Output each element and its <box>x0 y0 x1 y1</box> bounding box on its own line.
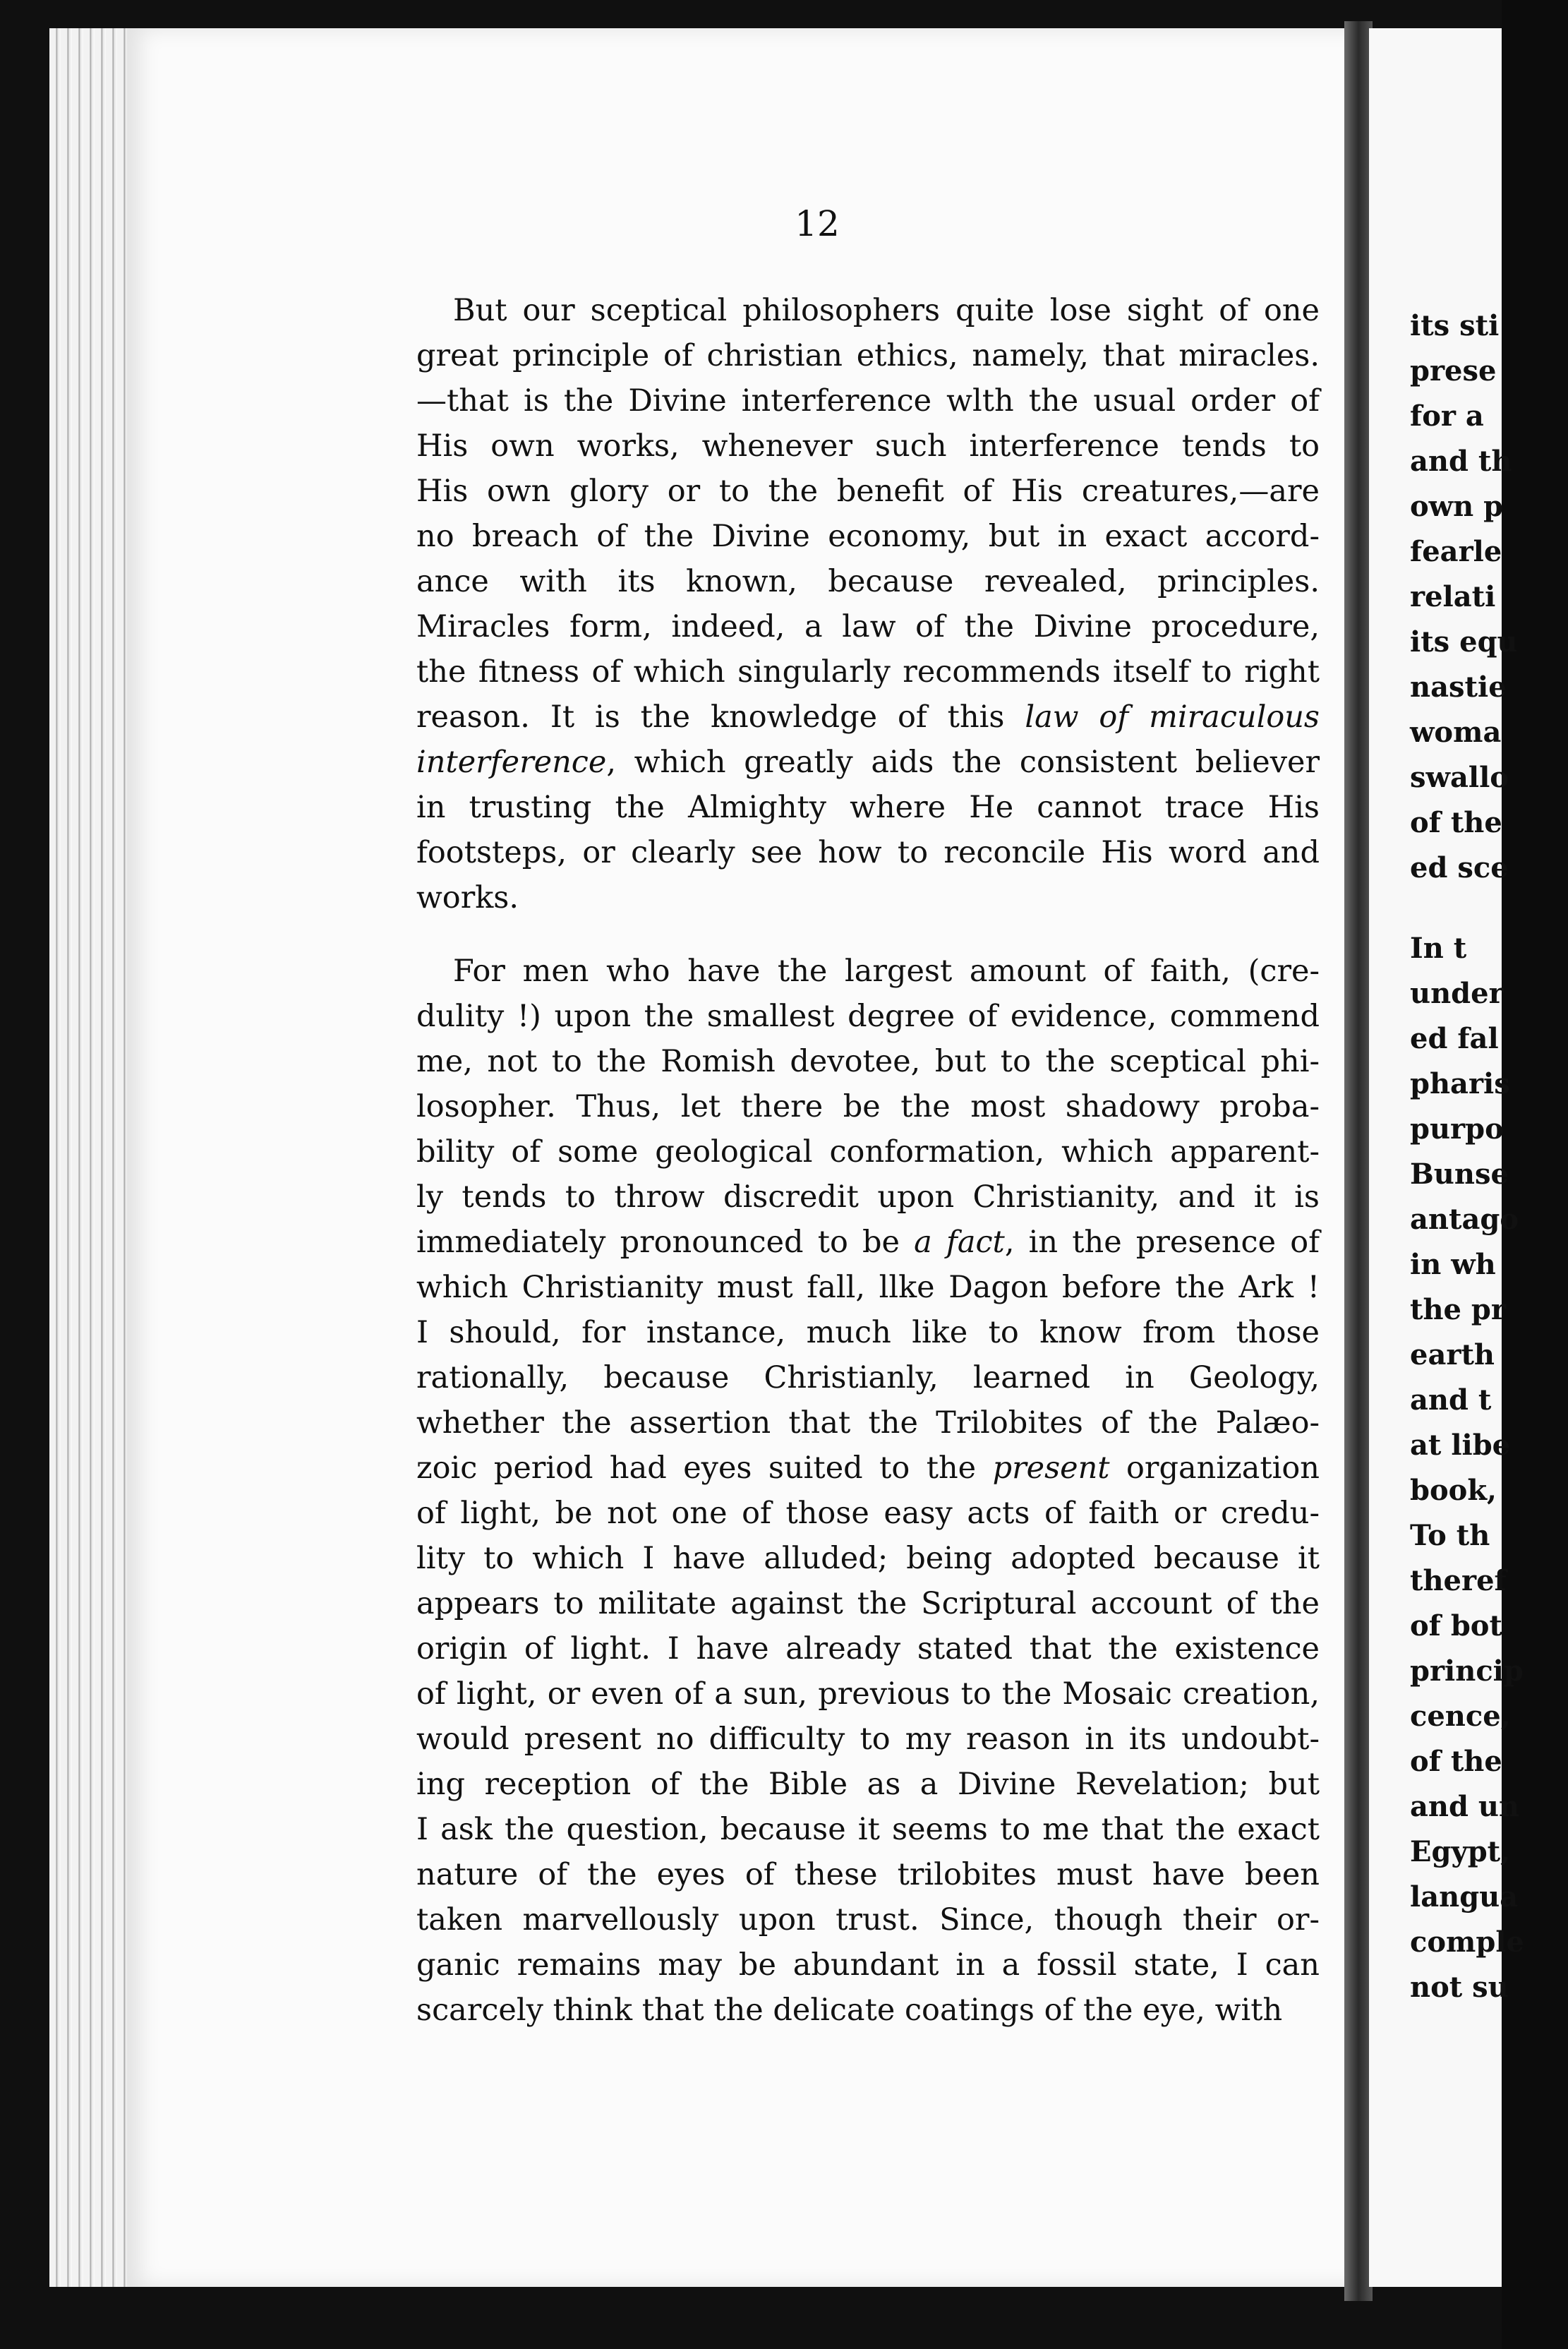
facing-page-line: and un <box>1410 1790 1520 1823</box>
text-line <box>416 875 1320 920</box>
text-line <box>416 649 1320 695</box>
text-line <box>416 1039 1320 1084</box>
facing-page-line: ed fal <box>1410 1022 1499 1055</box>
text-line <box>416 1220 1320 1265</box>
facing-page-line: at libe <box>1410 1429 1511 1462</box>
facing-page-line: Bunse <box>1410 1158 1509 1191</box>
facing-page-line: cence, <box>1410 1700 1511 1733</box>
text-segment: His own works, whenever such interference tends to <box>416 428 1320 464</box>
text-line <box>416 1852 1320 1897</box>
facing-page-line: antago <box>1410 1203 1519 1236</box>
text-line <box>416 1536 1320 1581</box>
text-segment: origin of light. I have already stated that the existence <box>416 1631 1320 1666</box>
text-segment: I ask the question, because it seems to me that the exact <box>416 1812 1320 1847</box>
text-line <box>416 1265 1320 1310</box>
text-line <box>416 1942 1320 1988</box>
facing-page-line: own p <box>1410 490 1504 523</box>
text-line <box>416 1717 1320 1762</box>
page-gutter <box>1344 21 1373 2301</box>
facing-page-line: theref <box>1410 1564 1507 1597</box>
text-line <box>416 1084 1320 1129</box>
facing-page-line: under <box>1410 977 1504 1010</box>
facing-page-line: of the <box>1410 1745 1502 1778</box>
italic-text: interference <box>416 745 607 780</box>
facing-page-line: To th <box>1410 1519 1490 1552</box>
text-segment: organization <box>1109 1450 1320 1486</box>
text-line <box>416 1400 1320 1446</box>
text-segment: dulity !) upon the smallest degree of evidence, commend <box>416 999 1320 1034</box>
text-segment: But our sceptical philosophers quite lose sight of one <box>453 293 1320 328</box>
facing-page-line: fearle <box>1410 535 1502 568</box>
text-segment: I should, for instance, much like to know from those <box>416 1315 1320 1350</box>
text-line <box>416 288 1320 333</box>
body-text <box>416 288 1320 2033</box>
facing-page-line: swallo <box>1410 761 1509 794</box>
facing-page-line: not su <box>1410 1971 1509 2004</box>
facing-page-line: pharis <box>1410 1067 1510 1100</box>
facing-page-line: book, <box>1410 1474 1497 1507</box>
paragraph <box>416 949 1320 2033</box>
text-segment: immediately pronounced to be <box>416 1225 915 1260</box>
text-segment: scarcely think that the delicate coatings of the eye, with <box>416 1993 1283 2028</box>
text-segment: , which greatly aids the consistent believer <box>606 745 1320 780</box>
facing-page-line: In t <box>1410 932 1467 965</box>
paragraph <box>416 288 1320 920</box>
facing-page-line: relati <box>1410 580 1496 613</box>
facing-page-line: comple <box>1410 1926 1524 1959</box>
text-line <box>416 949 1320 994</box>
text-segment: ance with its known, because revealed, principles. <box>416 564 1320 599</box>
text-line <box>416 1581 1320 1626</box>
text-segment: no breach of the Divine economy, but in exact accord- <box>416 519 1320 554</box>
text-segment: , in the presence of <box>1004 1225 1320 1260</box>
text-line <box>416 514 1320 559</box>
text-segment: ly tends to throw discredit upon Christianity, and it is <box>416 1179 1320 1215</box>
text-line <box>416 604 1320 649</box>
text-line <box>416 994 1320 1039</box>
text-segment: lity to which I have alluded; being adopted because it <box>416 1541 1320 1576</box>
text-line <box>416 333 1320 378</box>
text-segment: of light, or even of a sun, previous to the Mosaic creation, <box>416 1676 1320 1712</box>
text-line <box>416 1807 1320 1852</box>
text-line <box>416 1174 1320 1220</box>
page-number: 12 <box>795 203 840 244</box>
facing-page-line: nastie <box>1410 671 1507 704</box>
text-segment: rationally, because Christianly, learned in Geology, <box>416 1360 1320 1395</box>
text-segment: whether the assertion that the Trilobites of the Palæo- <box>416 1405 1320 1441</box>
facing-page-line: langua <box>1410 1880 1519 1914</box>
text-segment: nature of the eyes of these trilobites must have been <box>416 1857 1320 1892</box>
facing-page-line: woma <box>1410 716 1502 749</box>
italic-text: law of miraculous <box>1025 699 1320 735</box>
italic-text: present <box>992 1450 1110 1486</box>
text-segment: Miracles form, indeed, a law of the Divine procedure, <box>416 609 1320 644</box>
italic-text: a fact <box>914 1225 1005 1260</box>
text-segment: taken marvellously upon trust. Since, though their or- <box>416 1902 1320 1938</box>
text-segment: For men who have the largest amount of faith, (cre- <box>453 954 1320 989</box>
text-segment: great principle of christian ethics, namely, that miracles. <box>416 338 1320 373</box>
text-segment: ing reception of the Bible as a Divine Revelation; but <box>416 1767 1320 1802</box>
text-line <box>416 695 1320 740</box>
text-line <box>416 378 1320 423</box>
text-line <box>416 1310 1320 1355</box>
text-segment: in trusting the Almighty where He cannot trace His <box>416 790 1320 825</box>
text-segment: —that is the Divine interference wlth the usual order of <box>416 383 1320 419</box>
facing-page-fragment <box>1369 28 1524 2287</box>
text-line <box>416 740 1320 785</box>
text-segment: the fitness of which singularly recommends itself to right <box>416 654 1320 690</box>
facing-page-line: and th <box>1410 445 1512 478</box>
facing-page-line: princip <box>1410 1654 1524 1688</box>
text-segment: bility of some geological conformation, which apparent- <box>416 1134 1320 1170</box>
facing-page-line: its equ <box>1410 625 1518 659</box>
text-segment: of light, be not one of those easy acts of faith or credu- <box>416 1496 1320 1531</box>
facing-page-line: purpo <box>1410 1112 1504 1146</box>
text-line <box>416 1491 1320 1536</box>
text-segment: His own glory or to the benefit of His creatures,—are <box>416 474 1320 509</box>
text-line <box>416 1129 1320 1174</box>
text-line <box>416 1446 1320 1491</box>
facing-page-line: the pr <box>1410 1293 1506 1326</box>
text-segment: would present no difficulty to my reason in its undoubt- <box>416 1722 1320 1757</box>
text-line <box>416 469 1320 514</box>
text-line <box>416 1762 1320 1807</box>
text-line <box>416 1988 1320 2033</box>
facing-page-line: Egypt, <box>1410 1835 1511 1868</box>
facing-page-line: in wh <box>1410 1248 1496 1281</box>
text-line <box>416 1355 1320 1400</box>
facing-page-line: its sti <box>1410 309 1500 342</box>
facing-page-line: of bot <box>1410 1609 1502 1642</box>
text-line <box>416 785 1320 830</box>
text-line <box>416 423 1320 469</box>
text-line <box>416 559 1320 604</box>
text-segment: works. <box>416 880 519 915</box>
facing-page-line: and t <box>1410 1383 1492 1417</box>
facing-page-line: of the <box>1410 806 1502 839</box>
paragraph-gap <box>416 920 1320 949</box>
text-line <box>416 1671 1320 1717</box>
text-line <box>416 1626 1320 1671</box>
text-segment: footsteps, or clearly see how to reconcile His word and <box>416 835 1320 870</box>
facing-page-line: prese <box>1410 354 1497 388</box>
text-line <box>416 830 1320 875</box>
text-segment: which Christianity must fall, llke Dagon before the Ark ! <box>416 1270 1320 1305</box>
facing-page-line: for a <box>1410 399 1484 433</box>
text-segment: zoic period had eyes suited to the <box>416 1450 993 1486</box>
text-segment: me, not to the Romish devotee, but to the sceptical phi- <box>416 1044 1320 1079</box>
text-segment: ganic remains may be abundant in a fossil state, I can <box>416 1947 1320 1983</box>
text-segment: appears to militate against the Scriptural account of the <box>416 1586 1320 1621</box>
facing-page-line: earth <box>1410 1338 1495 1371</box>
text-line <box>416 1897 1320 1942</box>
text-segment: losopher. Thus, let there be the most shadowy proba- <box>416 1089 1320 1124</box>
facing-page-line: ed sce <box>1410 851 1509 884</box>
text-segment: reason. It is the knowledge of this <box>416 699 1025 735</box>
